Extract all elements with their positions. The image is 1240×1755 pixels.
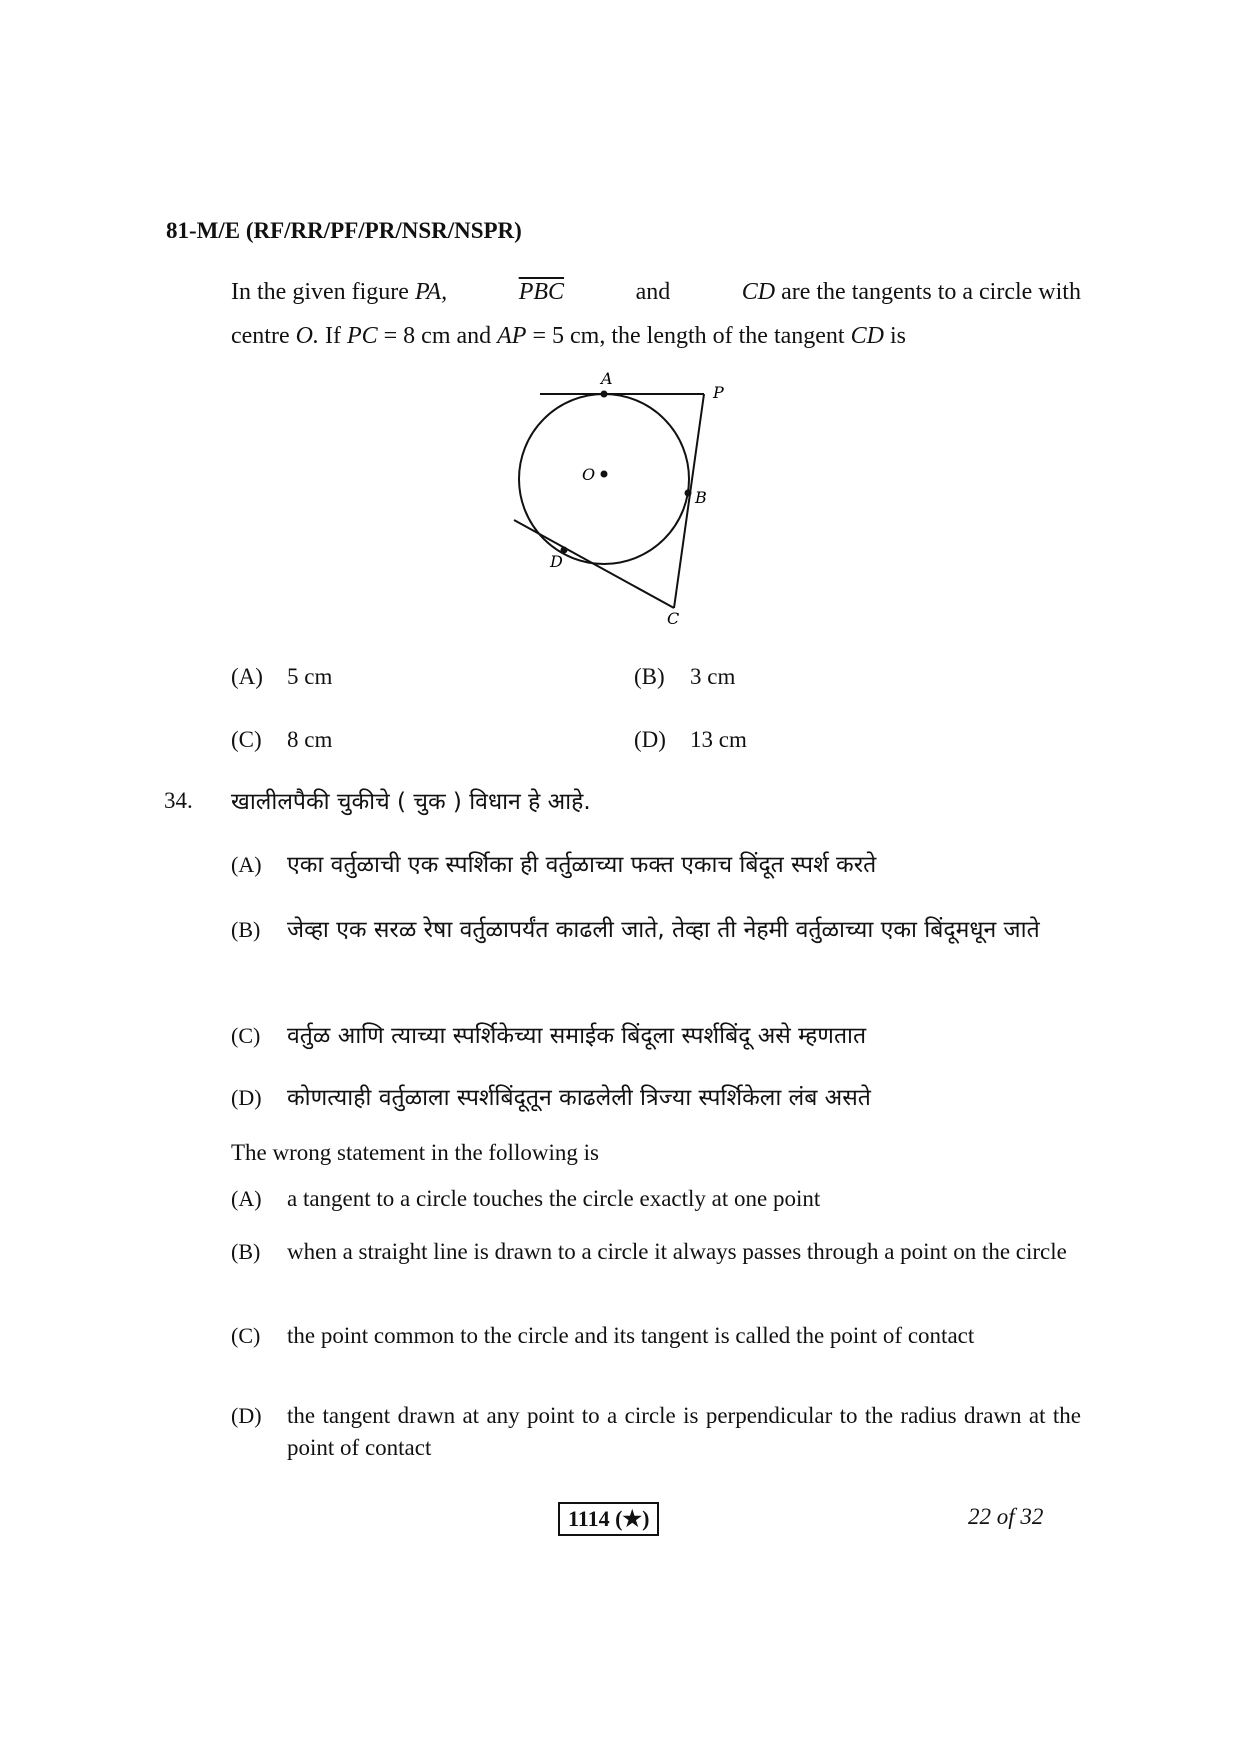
q34-marathi-option-c bbox=[231, 1015, 1081, 1057]
option-text: 3 cm bbox=[690, 664, 736, 689]
q33-line1-end: CD are the tangents to a circle with bbox=[741, 279, 1081, 305]
segment-pbc: $\overline{PBC}$ bbox=[518, 279, 565, 305]
label-p: P bbox=[713, 383, 724, 402]
option-label: (B) bbox=[231, 1239, 261, 1264]
option-label: (C) bbox=[231, 1323, 261, 1348]
q33-option-b bbox=[634, 664, 735, 690]
question-33-text bbox=[231, 270, 1081, 358]
option-label: (D) bbox=[231, 1403, 262, 1428]
q34-english-option-d bbox=[231, 1400, 1081, 1464]
paper-code-header: 81-M/E (RF/RR/PF/PR/NSR/NSPR) bbox=[166, 218, 522, 243]
option-text: कोणत्याही वर्तुळाला स्पर्शबिंदूतून काढलेली त्रिज्या स्पर्शिकेला लंब असते bbox=[287, 1085, 871, 1111]
option-label: (A) bbox=[231, 852, 262, 877]
q34-marathi-option-d bbox=[231, 1077, 1081, 1119]
page-number: 22 of 32 bbox=[968, 1504, 1044, 1529]
q34-english-option-b bbox=[231, 1236, 1081, 1268]
option-label: (B) bbox=[231, 917, 261, 942]
point-o bbox=[601, 471, 608, 478]
option-text: a tangent to a circle touches the circle exactly at one point bbox=[287, 1186, 821, 1211]
option-text: the tangent drawn at any point to a circle is perpendicular to the radius drawn at the point of contact bbox=[287, 1403, 1081, 1460]
label-b: B bbox=[695, 488, 707, 507]
q34-marathi-option-a bbox=[231, 844, 1081, 886]
option-text: 8 cm bbox=[287, 727, 333, 752]
option-label: (D) bbox=[231, 1085, 262, 1110]
option-label: (B) bbox=[634, 664, 665, 689]
question-34-number: 34. bbox=[164, 788, 193, 813]
option-label: (D) bbox=[634, 727, 666, 752]
tangent-circle-figure bbox=[500, 370, 770, 640]
circle bbox=[519, 394, 689, 564]
option-label: (A) bbox=[231, 1186, 262, 1211]
option-label: (C) bbox=[231, 1023, 261, 1048]
label-c: C bbox=[667, 609, 680, 628]
option-text: जेव्हा एक सरळ रेषा वर्तुळापर्यंत काढली जाते, तेव्हा ती नेहमी वर्तुळाच्या एका बिंदूमधून जाते bbox=[287, 917, 1040, 943]
label-a: A bbox=[601, 370, 613, 388]
option-label: (C) bbox=[231, 727, 262, 752]
option-text: एका वर्तुळाची एक स्पर्शिका ही वर्तुळाच्या फक्त एकाच बिंदूत स्पर्श करते bbox=[287, 852, 877, 878]
q33-option-a bbox=[231, 664, 332, 690]
point-a bbox=[601, 391, 608, 398]
word-and: and bbox=[635, 279, 671, 305]
option-text: 13 cm bbox=[690, 727, 747, 752]
option-text: the point common to the circle and its tangent is called the point of contact bbox=[287, 1323, 975, 1348]
q34-marathi-option-b bbox=[231, 909, 1081, 951]
label-d: D bbox=[550, 552, 563, 571]
question-33-line-2: centre O. If PC = 8 cm and AP = 5 cm, the length of the tangent CD is bbox=[231, 323, 906, 349]
question-33-line-1 bbox=[231, 270, 1081, 314]
q33-option-d bbox=[634, 727, 747, 753]
option-text: when a straight line is drawn to a circle it always passes through a point on the circle bbox=[287, 1239, 1067, 1264]
question-34-english: The wrong statement in the following is bbox=[231, 1140, 599, 1165]
tangent-cd bbox=[514, 520, 674, 608]
q34-english-option-c bbox=[231, 1320, 1081, 1352]
q33-option-c bbox=[231, 727, 332, 753]
option-text: वर्तुळ आणि त्याच्या स्पर्शिकेच्या समाईक बिंदूला स्पर्शबिंदू असे म्हणतात bbox=[287, 1023, 867, 1049]
label-o: O bbox=[582, 465, 596, 484]
option-label: (A) bbox=[231, 664, 263, 689]
question-34-marathi: खालीलपैकी चुकीचे ( चुक ) विधान हे आहे. bbox=[231, 789, 591, 815]
q33-line1-start: In the given figure PA, bbox=[231, 279, 448, 305]
point-b bbox=[685, 490, 692, 497]
q34-english-option-a bbox=[231, 1183, 1081, 1215]
booklet-code: 1114 (★) bbox=[558, 1502, 659, 1536]
option-text: 5 cm bbox=[287, 664, 333, 689]
